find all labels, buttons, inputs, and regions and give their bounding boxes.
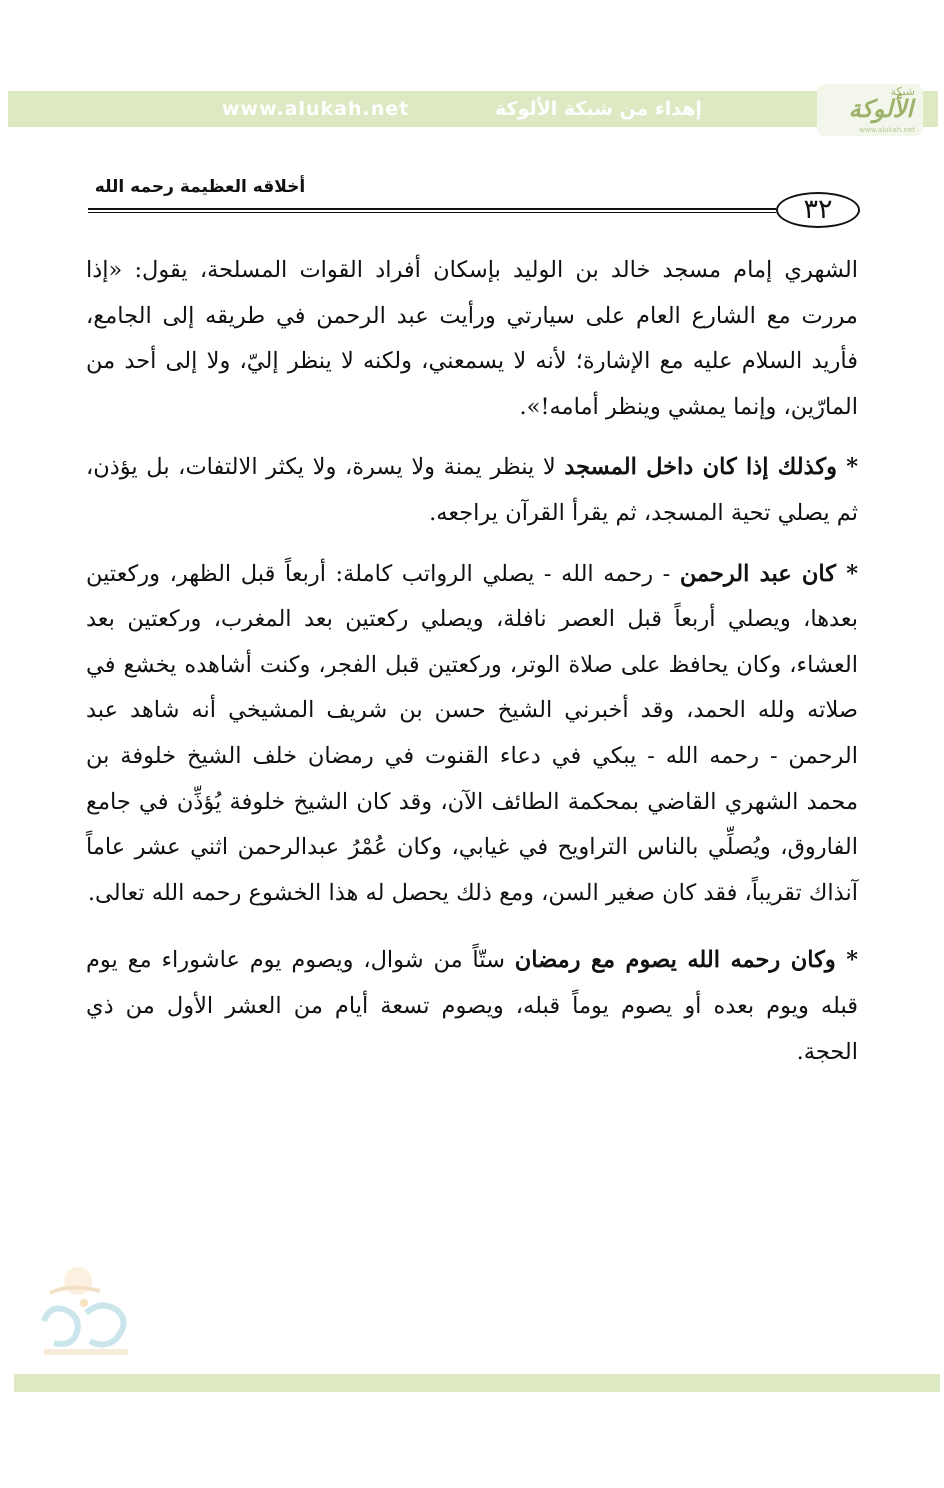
watermark-logo-icon	[30, 1263, 142, 1363]
logo-main-text: الألوكة	[848, 95, 913, 123]
paragraph-3-text: - رحمه الله - يصلي الرواتب كاملة: أربعاً قبل الظهر، وركعتين بعدها، ويصلي أربعاً قبل العصر نافلة، ويصلي ركعتين بعد المغرب، وركعتين بعد العشاء، وكان يحافظ على صلاة الوتر، وركعتين قبل الفجر، وكنت أشاهده يخشع في صلاته ولله الحمد، وقد أخبرني الشيخ حسن بن شريف المشيخي أنه شاهد عبد الرحمن - رحمه الله - يبكي في دعاء القنوت في رمضان خلف الشيخ خلوفة بن محمد الشهري القاضي بمحكمة الطائف الآن، وقد كان الشيخ خلوفة يُؤذِّن في جامع الفاروق، ويُصلِّي بالناس التراويح في غيابي، وكان عُمْرُ عبدالرحمن اثني عشر عاماً آنذاك تقريباً، فقد كان صغير السن، ومع ذلك يحصل له هذا الخشوع رحمه الله تعالى.	[86, 560, 858, 906]
logo-small-text: شبكة	[890, 85, 915, 98]
logo-sub-text: www.alukah.net	[859, 126, 915, 134]
top-banner-band	[8, 91, 938, 127]
paragraph-3	[86, 552, 858, 917]
header-rule	[88, 208, 776, 210]
paragraph-2-lead: * وكذلك إذا كان داخل المسجد	[564, 454, 858, 481]
bottom-banner-band	[14, 1374, 940, 1392]
page-body	[86, 248, 858, 1075]
paragraph-1: الشهري إمام مسجد خالد بن الوليد بإسكان أفراد القوات المسلحة، يقول: «إذا مررت مع الشارع العام على سيارتي ورأيت عبد الرحمن في طريقه إلى الجامع، فأريد السلام عليه مع الإشارة؛ لأنه لا يسمعني، ولكنه لا ينظر إليّ، ولا إلى أحد من المارّين، وإنما يمشي وينظر أمامه!».	[86, 257, 858, 420]
paragraph-2	[86, 445, 858, 536]
gift-text: إهداء من شبكة الألوكة	[495, 98, 702, 120]
paragraph-4-lead: * وكان رحمه الله يصوم مع رمضان	[514, 947, 858, 974]
site-url-text: www.alukah.net	[222, 98, 410, 120]
paragraph-4	[86, 938, 858, 1075]
running-head: أخلاقه العظيمة رحمه الله	[94, 177, 306, 197]
alukah-logo	[817, 84, 923, 136]
header-rule-thin	[88, 212, 776, 213]
page-number: ٣٢	[776, 192, 860, 228]
paragraph-3-lead: * كان عبد الرحمن	[679, 560, 859, 587]
paragraph-2-text: لا ينظر يمنة ولا يسرة، ولا يكثر الالتفات، بل يؤذن، ثم يصلي تحية المسجد، ثم يقرأ القرآن يراجعه.	[86, 454, 858, 526]
paragraph-4-text: ستّاً من شوال، ويصوم يوم عاشوراء مع يوم قبله ويوم بعده أو يصوم يوماً قبله، ويصوم تسعة أيام من العشر الأول من ذي الحجة.	[86, 947, 858, 1065]
